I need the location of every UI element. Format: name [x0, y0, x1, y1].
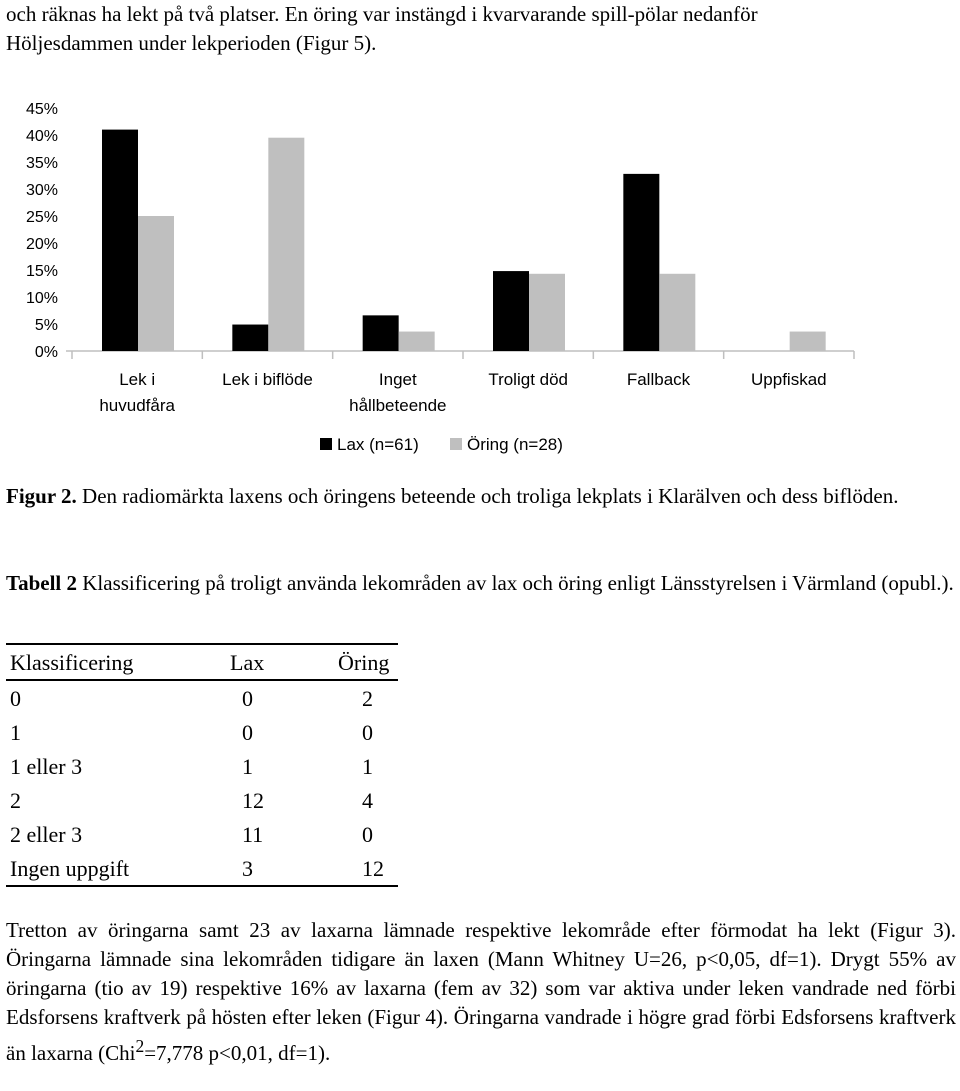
- x-tick-label: Fallback: [626, 370, 691, 389]
- bar-oring: [399, 332, 435, 351]
- intro-paragraph: [6, 0, 956, 58]
- body-paragraph: [6, 916, 956, 1068]
- header-klassificering: Klassificering: [10, 649, 134, 675]
- y-tick-label: 30%: [25, 182, 58, 199]
- cell-class: 1: [10, 719, 21, 745]
- cell-lax: 12: [242, 787, 264, 813]
- table-row: [6, 851, 398, 886]
- bar-oring: [268, 138, 304, 351]
- x-tick-label: Troligt död: [488, 370, 569, 389]
- y-tick-label: 20%: [25, 236, 58, 253]
- superscript-2: 2: [135, 1036, 145, 1056]
- y-tick-label: 0%: [34, 344, 58, 361]
- table-row: [6, 680, 398, 715]
- table-caption: [6, 569, 956, 598]
- cell-oring: 1: [362, 753, 373, 779]
- bar-oring: [529, 274, 565, 351]
- bar-chart: [0, 90, 960, 470]
- x-tick-label: Lek i: [119, 370, 156, 389]
- legend-label: Öring (n=28): [467, 435, 563, 454]
- intro-line-2: Höljesdammen under lekperioden (Figur 5).: [6, 31, 377, 55]
- y-tick-label: 10%: [25, 290, 58, 307]
- figure-caption-text: Den radiomärkta laxens och öringens beteende och troliga lekplats i Klarälven och dess biflöden.: [82, 484, 899, 508]
- table-row: [6, 783, 398, 817]
- x-tick-label: hållbeteende: [349, 396, 447, 415]
- cell-lax: 1: [242, 753, 253, 779]
- table-row: [6, 749, 398, 783]
- cell-oring: 4: [362, 787, 373, 813]
- cell-class: 1 eller 3: [10, 753, 83, 779]
- x-tick-label: Lek i biflöde: [222, 370, 313, 389]
- y-tick-label: 15%: [25, 263, 58, 280]
- bar-oring: [659, 274, 695, 351]
- cell-class: 0: [10, 685, 21, 711]
- bar-lax: [232, 325, 268, 351]
- cell-lax: 11: [242, 821, 264, 847]
- y-tick-label: 5%: [34, 317, 58, 334]
- body-text-part-1: Tretton av öringarna samt 23 av laxarna lämnade respektive lekområde efter förmodat ha lekt (Figur 3). Öringarna lämnade sina lekområden tidigare än laxen (Mann Whitney U=26, p<0,05, df=1). Drygt 55% av öringarna (tio av 19) respektive 16% av laxarna (fem av 32) som var aktiva under leken vandrade ned förbi Edsforsens kraftverk på hösten efter leken (Figur 4). Öringarna vandrade i högre grad förbi Edsforsens kraftverk än laxarna (Chi: [6, 918, 956, 1065]
- bar-lax: [623, 174, 659, 351]
- cell-lax: 0: [242, 719, 253, 745]
- legend-label: Lax (n=61): [337, 435, 419, 454]
- bar-oring: [790, 332, 826, 351]
- cell-oring: 0: [362, 719, 373, 745]
- cell-lax: 0: [242, 685, 253, 711]
- table-row: [6, 715, 398, 749]
- x-tick-label: Uppfiskad: [751, 370, 827, 389]
- cell-oring: 2: [362, 685, 373, 711]
- y-tick-label: 45%: [25, 101, 58, 118]
- cell-class: Ingen uppgift: [10, 855, 130, 881]
- figure-caption: [6, 482, 956, 511]
- bar-oring: [138, 216, 174, 351]
- x-tick-label: Inget: [378, 370, 417, 389]
- header-lax: Lax: [230, 649, 265, 675]
- cell-oring: 12: [362, 855, 384, 881]
- table-label: Tabell 2: [6, 571, 77, 595]
- intro-line-1: och räknas ha lekt på två platser. En öring var instängd i kvarvarande spill-pölar nedanför: [6, 2, 758, 26]
- y-tick-label: 35%: [25, 155, 58, 172]
- cell-lax: 3: [242, 855, 253, 881]
- bar-lax: [363, 315, 399, 351]
- table-caption-text: Klassificering på troligt använda lekområden av lax och öring enligt Länsstyrelsen i Värmland (opubl.).: [82, 571, 954, 595]
- x-tick-label: huvudfåra: [99, 396, 175, 415]
- legend-swatch: [450, 438, 462, 450]
- bar-lax: [102, 130, 138, 351]
- bar-lax: [493, 271, 529, 351]
- cell-class: 2: [10, 787, 21, 813]
- y-tick-label: 25%: [25, 209, 58, 226]
- cell-oring: 0: [362, 821, 373, 847]
- figure-label: Figur 2.: [6, 484, 77, 508]
- table-row: [6, 817, 398, 851]
- classification-table: [6, 643, 398, 887]
- table-header-row: [6, 644, 398, 680]
- y-tick-label: 40%: [25, 128, 58, 145]
- body-text-part-2: =7,778 p<0,01, df=1).: [144, 1041, 331, 1065]
- header-oring: Öring: [338, 649, 390, 675]
- legend-swatch: [320, 438, 332, 450]
- cell-class: 2 eller 3: [10, 821, 83, 847]
